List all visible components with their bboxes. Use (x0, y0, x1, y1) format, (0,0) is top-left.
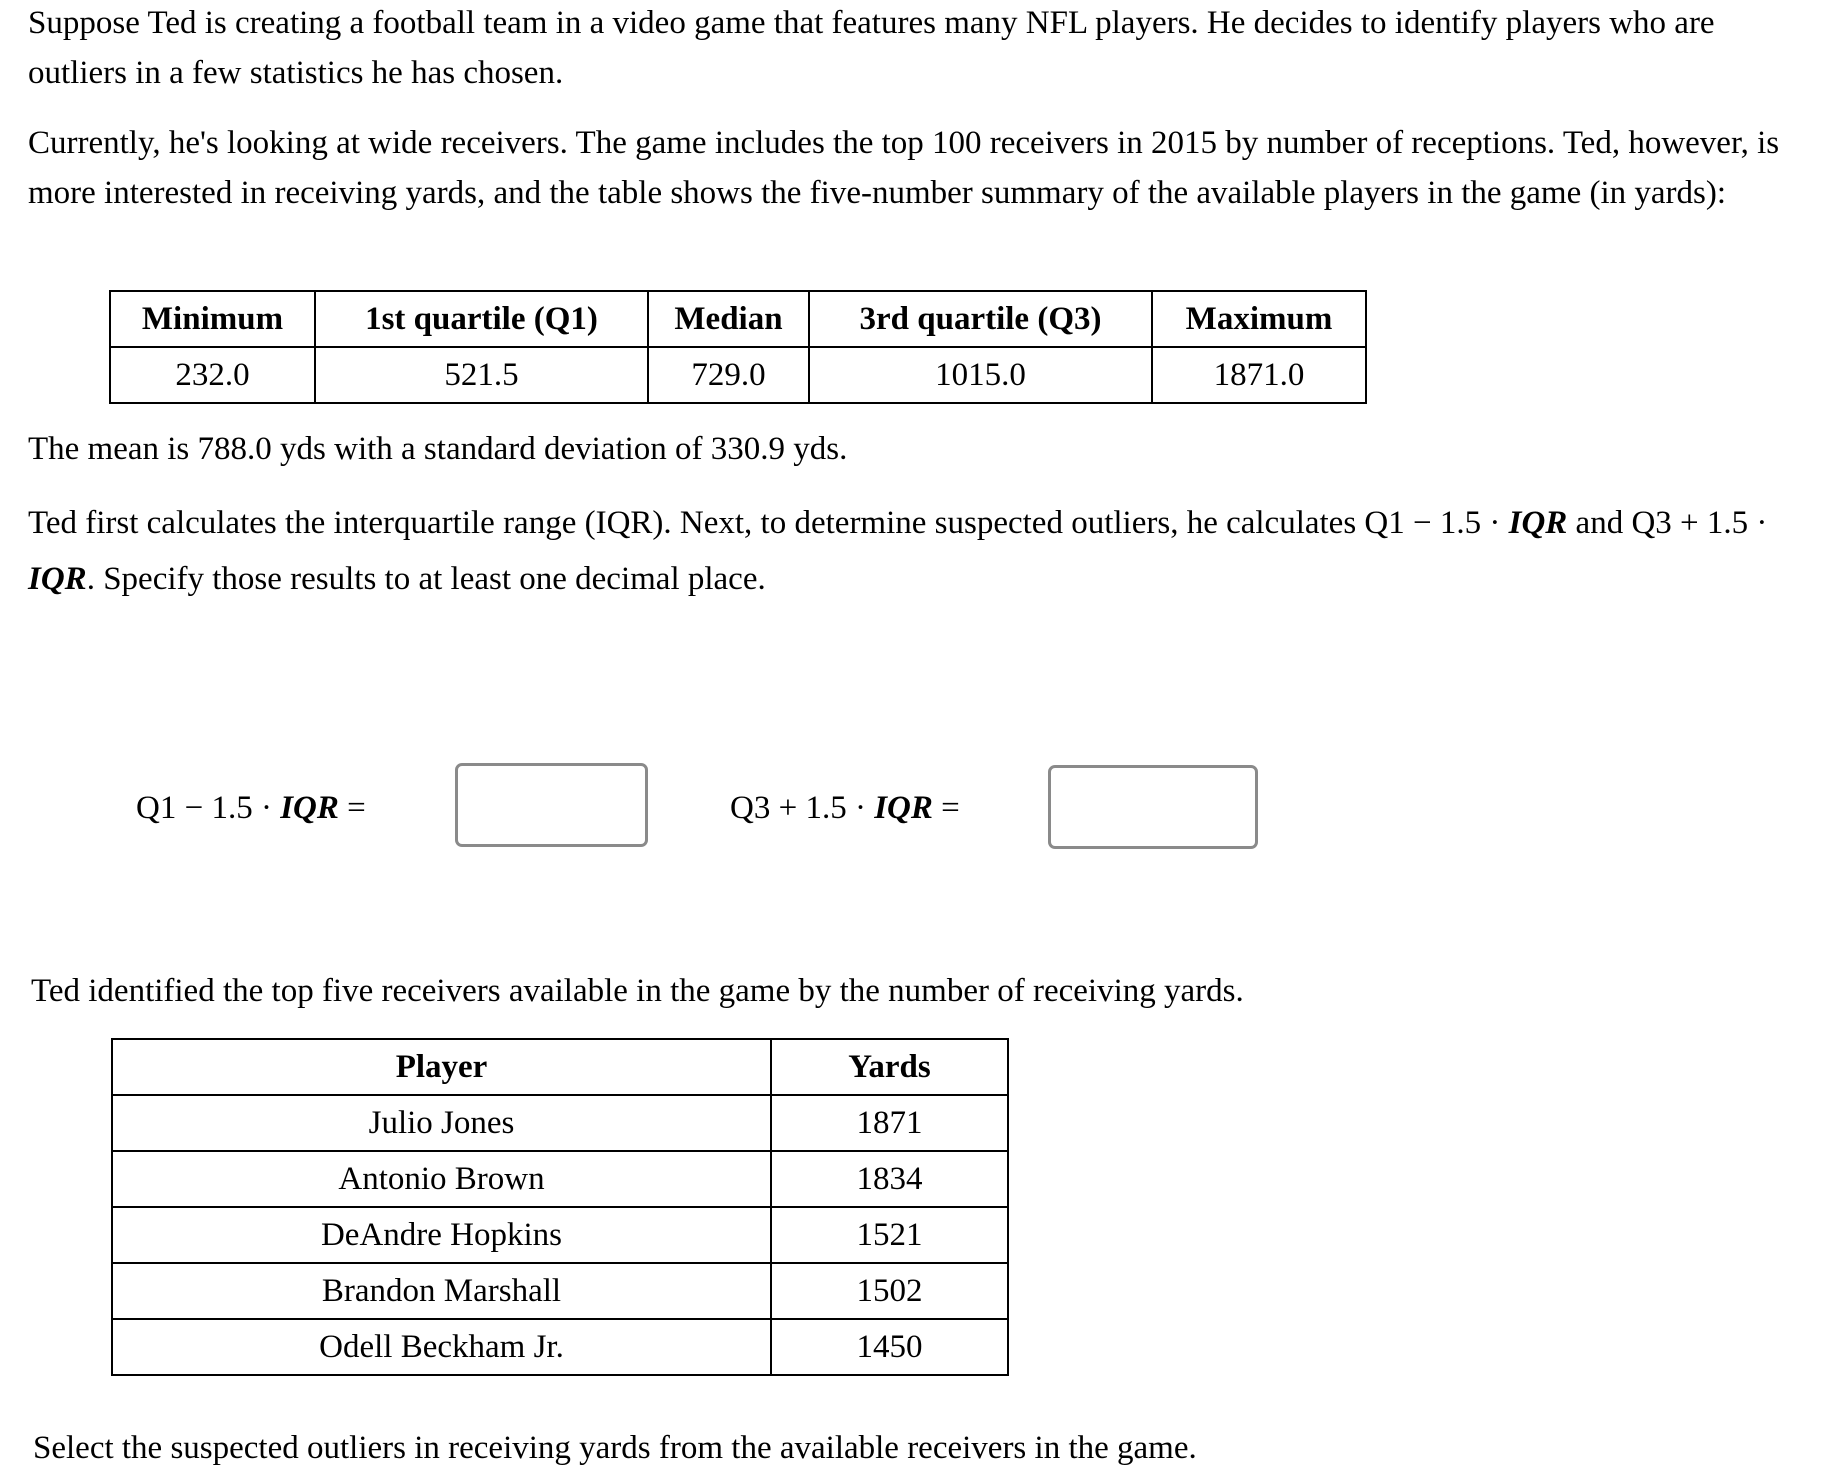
iqr-instructions-paragraph (28, 495, 1828, 607)
select-outliers-prompt: Select the suspected outliers in receiving yards from the available receivers in the game. (33, 1430, 1197, 1466)
table-row (112, 1319, 1008, 1375)
upper-fence-prefix: Q3 + 1.5 · (730, 790, 875, 826)
player-yards: 1871 (771, 1095, 1008, 1151)
five-number-summary-table (109, 290, 1367, 404)
intro-paragraph: Suppose Ted is creating a football team in a video game that features many NFL players. He decides to identify players who are outliers in a few statistics he has chosen. (28, 5, 1715, 91)
lower-fence-prefix: Q1 − 1.5 · (136, 790, 281, 826)
table-row (112, 1095, 1008, 1151)
table-row (112, 1207, 1008, 1263)
table-row (112, 1151, 1008, 1207)
upper-fence-input[interactable] (1048, 765, 1258, 849)
header-q1: 1st quartile (Q1) (315, 291, 648, 347)
upper-fence-label (730, 790, 960, 827)
player-name: DeAndre Hopkins (112, 1207, 771, 1263)
value-minimum: 232.0 (110, 347, 315, 403)
mean-paragraph: The mean is 788.0 yds with a standard deviation of 330.9 yds. (28, 431, 848, 467)
value-maximum: 1871.0 (1152, 347, 1366, 403)
iqr-math-1: IQR (1508, 505, 1568, 541)
iqr-math-2: IQR (28, 561, 87, 597)
lower-fence-label (136, 790, 366, 827)
player-name: Antonio Brown (112, 1151, 771, 1207)
table-row (112, 1263, 1008, 1319)
player-name: Odell Beckham Jr. (112, 1319, 771, 1375)
iqr-text-part3: . Specify those results to at least one decimal place. (86, 561, 766, 597)
lower-fence-equals: = (338, 790, 366, 826)
top-five-paragraph: Ted identified the top five receivers available in the game by the number of receiving yards. (31, 973, 1244, 1009)
iqr-text-part1: Ted first calculates the interquartile range (IQR). Next, to determine suspected outliers, he calculates Q1 − 1.5 · (28, 505, 1509, 541)
lower-fence-iqr: IQR (280, 790, 339, 826)
header-minimum: Minimum (110, 291, 315, 347)
context-paragraph: Currently, he's looking at wide receivers. The game includes the top 100 receivers in 2015 by number of receptions. Ted, however, is more interested in receiving yards, and the table shows the five-number summary of the available players in the game (in yards): (28, 125, 1780, 211)
summary-header-row (110, 291, 1366, 347)
player-name: Julio Jones (112, 1095, 771, 1151)
players-header-row (112, 1039, 1008, 1095)
iqr-text-part2: and Q3 + 1.5 · (1567, 505, 1768, 541)
upper-fence-iqr: IQR (874, 790, 933, 826)
lower-fence-input[interactable] (455, 763, 648, 847)
header-player: Player (112, 1039, 771, 1095)
value-q3: 1015.0 (809, 347, 1152, 403)
value-q1: 521.5 (315, 347, 648, 403)
summary-value-row (110, 347, 1366, 403)
upper-fence-equals: = (932, 790, 960, 826)
player-yards: 1521 (771, 1207, 1008, 1263)
header-yards: Yards (771, 1039, 1008, 1095)
header-q3: 3rd quartile (Q3) (809, 291, 1152, 347)
header-maximum: Maximum (1152, 291, 1366, 347)
player-yards: 1450 (771, 1319, 1008, 1375)
header-median: Median (648, 291, 809, 347)
player-yards: 1834 (771, 1151, 1008, 1207)
player-name: Brandon Marshall (112, 1263, 771, 1319)
player-yards: 1502 (771, 1263, 1008, 1319)
value-median: 729.0 (648, 347, 809, 403)
top-receivers-table (111, 1038, 1009, 1376)
